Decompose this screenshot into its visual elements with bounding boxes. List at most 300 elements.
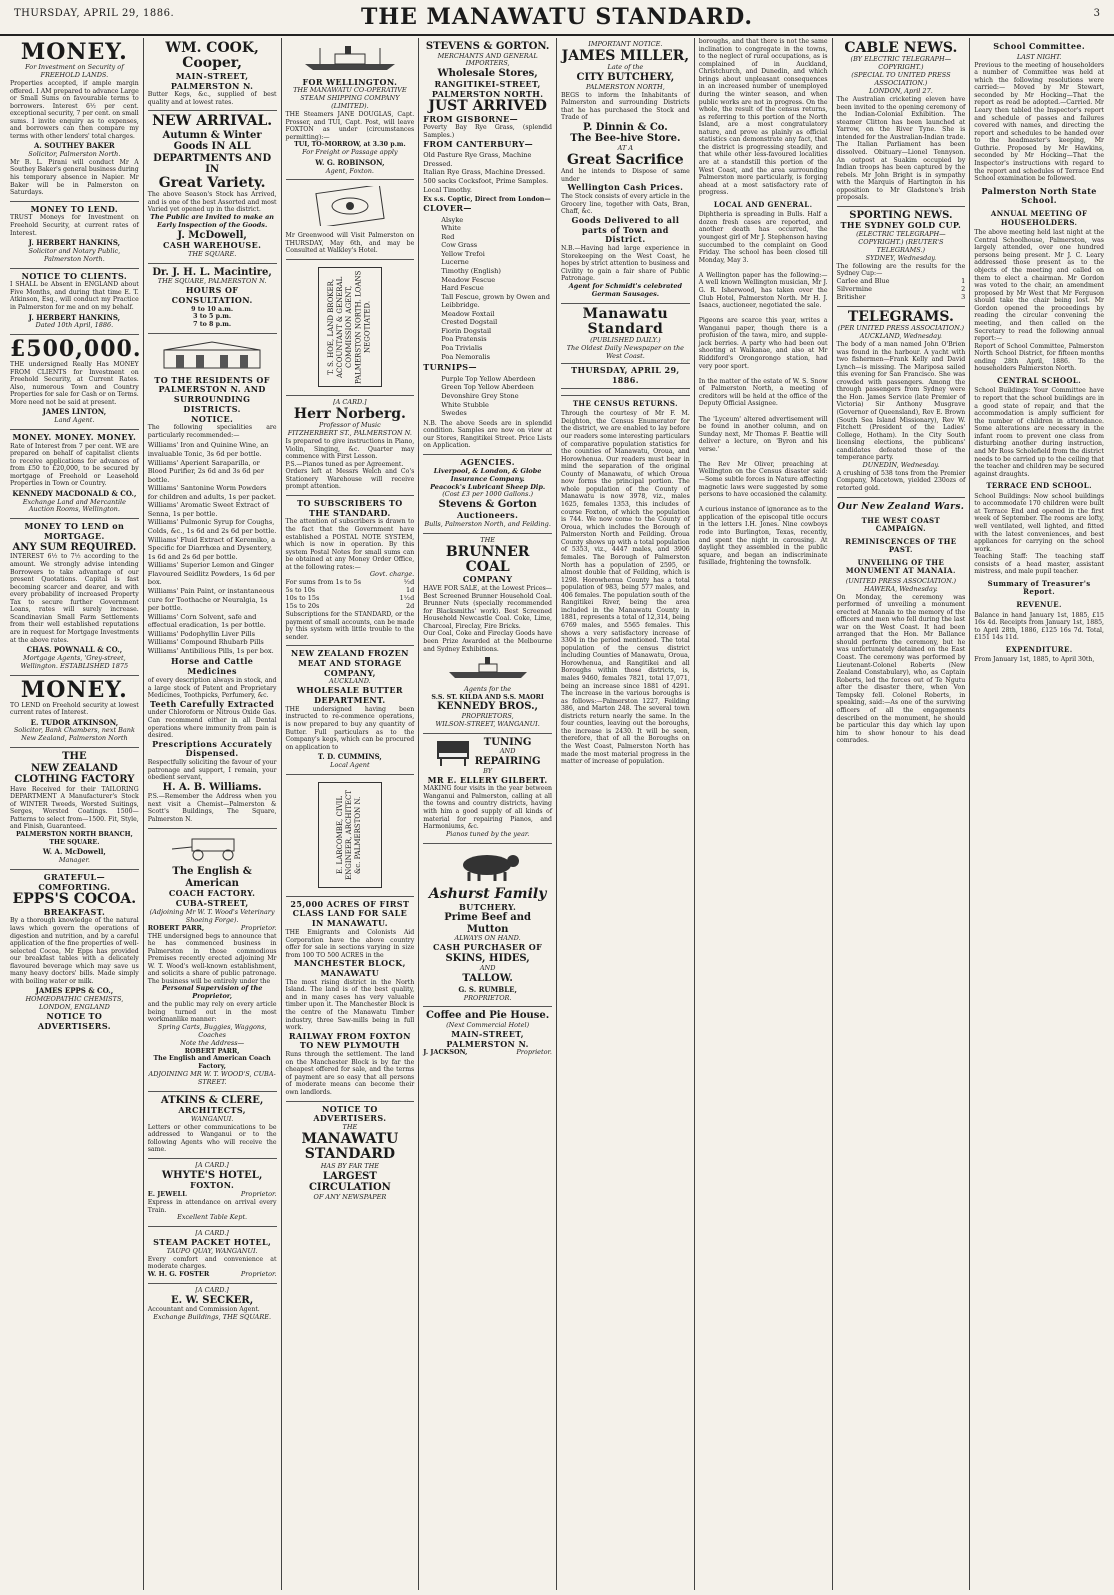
ad-card-tag: [A CARD.] bbox=[195, 1161, 229, 1170]
ad-address: Bulls, Palmerston North, and Feilding. bbox=[424, 519, 551, 528]
ad-hours-3: 7 to 8 p.m. bbox=[193, 321, 232, 329]
ad-town: FOXTON. bbox=[190, 1180, 235, 1191]
column-4 bbox=[419, 38, 557, 1590]
seed-list bbox=[423, 151, 552, 194]
masthead-date: THURSDAY, APRIL 29, 1886. bbox=[14, 8, 175, 19]
article-body: The above meeting held last night at the Central Schoolhouse, Palmerston, was largely attended, over one hundred persons being present. Mr J. C. Leary addressed those present as to the objects of the meeting and called on them to elect a chairman. Mr Gordon was voted to the chair, an amendment proposed by Mr West that Mr Ferguson should take the chair being lost. Mr Gordon opened the proceedings by reading the circular convening the meeting, and then called on the Secretary to read the following annual report:— bbox=[974, 229, 1104, 343]
ad-railway: RAILWAY FROM FOXTON TO NEW PLYMOUTH bbox=[288, 1030, 411, 1051]
article-headline: THE CENSUS RETURNS. bbox=[572, 398, 678, 408]
ad-highlight: Personal Supervision of the Proprietor, bbox=[161, 984, 263, 1001]
ad-firm: The English and American Coach Factory, bbox=[153, 1055, 271, 1071]
ad-title: AGENCIES. bbox=[460, 456, 515, 467]
ad-text: Rate of Interest from 7 per cent. WE are prepared on behalf of capitalist clients to receive applications for advances of from £50 to £20,000, to be secured by mortgage of Freehold or Leasehold Properties in Town or Country. bbox=[10, 442, 139, 488]
ad-text: and the public may rely on every article being turned out in the most workmanlike manner: bbox=[147, 1001, 277, 1024]
ad-address: MAIN-STREET, PALMERSTON N. bbox=[446, 1028, 529, 1049]
product-list bbox=[148, 441, 277, 655]
steamship-engraving bbox=[295, 44, 405, 72]
ad-signature: A. SOUTHEY BAKER bbox=[34, 141, 115, 151]
ad-text: Our Coal, Coke and Fireclay Goods have been Prize Awarded at the Melbourne and Sydney Exhibitions. bbox=[423, 630, 552, 653]
ad-block-name: MANCHESTER BLOCK, MANAWATU bbox=[293, 958, 406, 978]
ad-text: HAS BY FAR THE bbox=[320, 1161, 379, 1170]
list-item: Williams' Antibilious Pills, 1s per box. bbox=[147, 646, 274, 655]
bull-engraving bbox=[453, 850, 523, 882]
ad-title: EPPS'S COCOA. bbox=[12, 891, 137, 908]
notice-to-clients-ad bbox=[10, 269, 139, 335]
ad-vehicle-types: Spring Carts, Buggies, Waggons, Coaches bbox=[157, 1022, 267, 1039]
linton-money-ad bbox=[10, 335, 142, 430]
ad-subtitle: ARCHITECTS, bbox=[178, 1105, 246, 1116]
list-item: Crested Dogstail bbox=[441, 318, 498, 327]
proprietor-name: J. JACKSON, bbox=[423, 1048, 468, 1057]
article-subheadline: THE WEST COAST CAMPAIGN. bbox=[861, 515, 941, 534]
ad-title: 25,000 ACRES OF FIRST CLASS LAND FOR SALE IN MANAWATU. bbox=[290, 898, 410, 929]
greenwood-ad bbox=[286, 180, 415, 259]
rate-range: For sums from 1s to 5s bbox=[285, 578, 362, 587]
ad-text: THE undersigned having been instructed to re-commence operations, is now prepared to buy any quantity of Butter. Full particulars as to the Company's kegs, which can be procured on application to bbox=[285, 705, 415, 751]
list-item: Williams' Corn Solvent, safe and effectual eradication, 1s per bottle. bbox=[147, 612, 266, 630]
ad-town: AUCKLAND. bbox=[329, 677, 371, 686]
ad-subtitle: Professor of Music bbox=[319, 421, 381, 430]
ad-note: P.S.—Remember the Address when you next visit a Chemist—Palmerston & Scott's Buildings, The Square, Palmerston N. bbox=[147, 793, 277, 823]
ad-address-note: (Adjoining Mr W. T. Wood's Veterinary Shoeing Forge). bbox=[149, 907, 275, 924]
ad-title: MONEY TO LEND. bbox=[30, 203, 119, 214]
ad-trade: Cooper, bbox=[182, 55, 242, 72]
ad-signature: JAMES EPPS & CO., bbox=[35, 986, 114, 996]
list-item: Yellow Trefoi bbox=[441, 249, 485, 258]
ad-text: CASH PURCHASER OF bbox=[433, 942, 543, 953]
proprietor-line bbox=[148, 1271, 277, 1279]
ad-prefix: THE bbox=[342, 1123, 358, 1132]
section-subtitle: (PER UNITED PRESS ASSOCIATION.) bbox=[837, 324, 965, 333]
column-8 bbox=[970, 38, 1108, 1590]
article-body: A crushing of 538 tons from the Premier Company, Macetown, yielded 230ozs of retorted gold. bbox=[836, 469, 966, 492]
larcombe-ad bbox=[286, 775, 415, 897]
placing: 2 bbox=[961, 284, 966, 293]
article-subheadline: ANNUAL MEETING OF HOUSEHOLDERS. bbox=[990, 209, 1088, 227]
cable-news-section bbox=[837, 38, 966, 207]
telegrams-section bbox=[837, 307, 966, 498]
steamship-engraving bbox=[443, 656, 533, 680]
ad-and: AND bbox=[499, 747, 516, 756]
sporting-news-section bbox=[837, 207, 966, 307]
list-item: Local Timothy. bbox=[423, 185, 472, 194]
stamp-text: T. S. HOE, LAND BROKER, ACCOUNTANT & GENERAL COMMISSION AGENT, PALMERSTON NORTH. LOANS NEGOTIATED. bbox=[327, 270, 372, 384]
ad-card-tag: [A CARD.] bbox=[195, 1285, 229, 1294]
ad-signature: H. A. B. Williams. bbox=[162, 781, 262, 793]
list-item: Lucerne bbox=[441, 258, 469, 267]
ad-title: £500,000. bbox=[10, 335, 142, 362]
rate-charge: 1½d bbox=[399, 594, 415, 603]
ad-card-tag: [A CARD.] bbox=[195, 1229, 229, 1238]
article-body: School Buildings: Now school buildings to accommodate 170 children were built at Terrace End and opened in the first week of September. The rooms are lofty, well ventilated, well lighted, and fitted with the latest conveniences, and best appliances for carrying on the school work. bbox=[974, 492, 1104, 553]
williams-chemist-ad bbox=[148, 334, 277, 829]
horse-name: Britisher bbox=[836, 292, 866, 301]
ad-text: Runs through the settlement. The land on the Manchester Block is by far the cheapest offered for sale, and the terms of payment are so easy that all persons of moderate means can become their own landlords. bbox=[285, 1051, 415, 1096]
ad-note: N.B. The above Seeds are in splendid condition. Samples are now on view at our Stores, Rangitikei Street. Price Lists on Application. bbox=[423, 419, 552, 450]
ad-subtitle: COACH FACTORY. bbox=[168, 888, 256, 899]
ad-subtitle: BUTCHERY. bbox=[459, 901, 517, 912]
ad-text: ALWAYS ON HAND. bbox=[454, 934, 521, 943]
ad-signature-role: Solicitor and Notary Public, Palmerston North. bbox=[28, 246, 121, 263]
rate-range: 5s to 10s bbox=[285, 586, 316, 595]
wars-article bbox=[837, 502, 966, 745]
ad-title: Ashurst Family bbox=[428, 886, 547, 903]
ad-title: Coffee and Pie House. bbox=[425, 1010, 550, 1022]
ad-footer-title: NOTICE TO ADVERTISERS. bbox=[37, 1010, 111, 1031]
ad-date: Dated 10th April, 1886. bbox=[35, 321, 114, 330]
ad-title: MONEY. bbox=[20, 39, 128, 65]
ad-title: Herr Norberg. bbox=[293, 405, 406, 422]
ad-address: RANGITIKEI-STREET, PALMERSTON NORTH. bbox=[431, 78, 544, 99]
dateline: LONDON, April 27. bbox=[868, 87, 933, 96]
ad-text: Express in attendance on arrival every Train. bbox=[147, 1199, 277, 1214]
column-3 bbox=[282, 38, 420, 1590]
ad-text: The above Season's Stock has Arrived, and is one of the best Assorted and most Varied yet opened up in the district. bbox=[147, 191, 277, 214]
list-item: Fiorin Dogstail bbox=[441, 326, 492, 335]
ashurst-butchery-ad bbox=[423, 844, 552, 1008]
list-item: Swedes bbox=[441, 409, 467, 418]
ad-title: E. W. SECKER, bbox=[171, 1294, 254, 1306]
column-5 bbox=[557, 38, 695, 1590]
masthead-title: THE MANAWATU STANDARD. bbox=[360, 4, 754, 30]
ad-hours-title: HOURS OF CONSULTATION. bbox=[171, 285, 253, 306]
ad-by: BY bbox=[483, 766, 493, 775]
ad-text: Every comfort and convenience at moderate charges. bbox=[147, 1255, 277, 1271]
column-1 bbox=[6, 38, 144, 1590]
article-subheadline: REVENUE. bbox=[1016, 599, 1062, 609]
ad-hours-2: 3 to 5 p.m. bbox=[193, 313, 232, 321]
rates-header-label: Govt. charge. bbox=[369, 570, 415, 579]
ad-signature: J. HERBERT HANKINS, bbox=[28, 312, 121, 322]
list-item: Williams' Superior Lemon and Ginger Flavoured Seidlitz Powders, 1s 6d per box. bbox=[147, 561, 275, 587]
land-sale-ad bbox=[286, 897, 415, 1102]
dateline: HAWERA, Wednesday. bbox=[864, 584, 938, 593]
ad-text: INTEREST 6½ to 7½ according to the amount. We strongly advise intending Borrowers to take advantage of our present Quotations. Capital is fast becoming scarcer and dearer, and with every probability of increased Property Tax to secure further Government Loans, rates will surely increase. Scandinavian Small Farm Settlements from their well established reputations are in request for Mortgage Investments at the above rates. bbox=[10, 553, 139, 644]
architects-ad bbox=[148, 1092, 277, 1159]
piano-engraving bbox=[435, 737, 471, 767]
ad-signature-role: Solicitor, Palmerston North. bbox=[28, 149, 121, 158]
ad-hours-1: 9 to 10 a.m. bbox=[191, 305, 234, 313]
ad-signature-role: Auctioneers. bbox=[456, 509, 519, 520]
ad-title: NEW ARRIVAL. bbox=[152, 113, 273, 130]
new-arrival-ad bbox=[148, 111, 277, 263]
ad-text: MAKING four visits in the year between Wanganui and Palmerston, calling at all the towns and country districts, having with him a good supply of all kinds of material for repairing Pianos, and Harmoniums, &c. bbox=[423, 785, 552, 831]
list-item: Poa Nemoralis bbox=[441, 352, 490, 361]
ad-note: Pianos tuned by the year. bbox=[445, 829, 530, 838]
ad-text: Accountant and Commission Agent. bbox=[147, 1306, 260, 1314]
paper-motto: The Oldest Daily Newspaper on the West Coast. bbox=[566, 344, 685, 361]
list-item: Meadow Fescue bbox=[441, 275, 496, 284]
mortgage-ad bbox=[10, 519, 139, 675]
list-item: Meadow Foxtail bbox=[441, 309, 495, 318]
ad-title: Dr. J. H. L. Macintire, bbox=[152, 266, 272, 278]
ad-note: Mr B. L. Pirani will conduct Mr A Southey Baker's general business during his temporary absence in Napier. Mr Baker will be in Palmerston on Saturdays. bbox=[10, 158, 139, 197]
ad-signature: Stevens & Gorton bbox=[438, 499, 537, 511]
ad-title: NOTICE TO CLIENTS. bbox=[21, 270, 128, 281]
ad-address: THE SQUARE, PALMERSTON N. bbox=[157, 277, 267, 286]
list-item: White Stubble bbox=[441, 400, 489, 409]
list-item: Williams' Compound Rhubarb Pills bbox=[147, 638, 264, 647]
ad-subtitle: THE MANAWATU CO-OPERATIVE STEAM SHIPPING COMPANY (LIMITED). bbox=[293, 86, 407, 111]
ad-pretitle: IMPORTANT NOTICE. bbox=[588, 40, 663, 48]
stamp-text: E. LARCOMBE, CIVIL ENGINEER, ARCHITECT &c. PALMERSTON N. bbox=[336, 789, 363, 880]
rate-range: 10s to 15s bbox=[285, 594, 320, 603]
macdonald-money-ad bbox=[10, 430, 139, 520]
ad-subtitle: BREAKFAST. bbox=[43, 906, 106, 917]
ad-signature-role: Land Agent. bbox=[54, 415, 95, 424]
census-article bbox=[561, 400, 690, 766]
clothing-factory-ad bbox=[10, 748, 139, 870]
norberg-music-ad bbox=[286, 396, 415, 496]
list-item: Williams' Santonine Worm Powders for children and adults, 1s per packet. bbox=[147, 484, 276, 501]
atkinson-money-ad bbox=[10, 676, 139, 749]
ad-town: WANGANUI. bbox=[190, 1114, 234, 1123]
proprietor-line bbox=[423, 1049, 552, 1057]
ad-signature-role: CASH WAREHOUSE. bbox=[162, 240, 262, 251]
rate-charge: 1d bbox=[405, 586, 415, 595]
proprietor-role: Proprietor. bbox=[240, 1269, 277, 1278]
ad-title: REPAIRING bbox=[474, 756, 541, 768]
ad-text: THE undersigned begs to announce that he has commenced business in Palmerston in those commodious Premises recently erected adjoining Mr W. T. Wood's well-known establishment, and solicits a share of public patronage. The business will be entirely under the bbox=[147, 932, 277, 985]
list-item: Williams' Aromatic Sweet Extract of Senna, 1s per bottle. bbox=[147, 501, 269, 518]
cook-cooper-ad bbox=[148, 38, 277, 111]
article-continuation: boroughs, and that there is not the same inclination to congregate in the towns, to the neglect of rural occupations, as is complained of in Auckland, Christchurch, and Dunedin, and which brings about unpleasant consequences in an increased number of unemployed during the winter season, and when public works are not in progress. On the whole, the result of the census returns, as referring to this portion of the North Island, are a most congratulatory nature, and prove as plainly as official statistics can demonstrate any fact, that the district is progressing steadily, and that while other less-favoured localities are at a standstill this portion of the West Coast, and the area surrounding Palmerston more particularly, is forging ahead at a most satisfactory rate of progress. bbox=[698, 38, 828, 197]
article-body: Previous to the meeting of householders a number of Committee was held at which the following resolutions were carried:— Moved by Mr Stewart, seconded by Mr Hocking—That the report as read be adopted.—Carried. Mr Leary then tabled the Inspector's report and schedule of passes and failures covered with names, and directing the report and schedules to be handed over to the headmaster's keeping, Mr Guthrie. Proposed by Mr Hawkins, seconded by Mr Hocking—That the Inspector's instructions with regard to the report and schedules of Terrace End School examination be followed. bbox=[974, 61, 1104, 183]
paper-published: (PUBLISHED DAILY.) bbox=[590, 336, 661, 345]
ad-text: By a thorough knowledge of the natural laws which govern the operations of digestion and nutrition, and by a careful application of the fine properties of well-selected Cocoa, Mr Epps has provided our breakfast tables with a delicately flavoured beverage which may save us many heavy doctors' bills. Made simply with boiling water or milk. bbox=[10, 917, 139, 985]
ad-subtitle: MERCHANTS AND GENERAL IMPORTERS, bbox=[437, 51, 538, 68]
subscribers-notice bbox=[286, 496, 415, 646]
ad-title: TO SUBSCRIBERS TO THE STANDARD. bbox=[297, 497, 403, 518]
ad-text: Mr Greenwood will Visit Palmerston on THURSDAY, May 6th, and may be Consulted at Walkley's Hotel. bbox=[285, 232, 415, 255]
dateline: DUNEDIN, Wednesday. bbox=[862, 460, 940, 469]
ad-branch: PALMERSTON NORTH BRANCH, THE SQUARE. bbox=[15, 830, 133, 846]
ad-address: WILSON-STREET, WANGANUI. bbox=[435, 719, 540, 728]
ad-signature-role: Mortgage Agents, 'Grey-street, Wellington. ESTABLISHED 1875 bbox=[20, 653, 129, 670]
coffee-pie-house-ad bbox=[423, 1007, 552, 1061]
ad-note: For Freight or Passage apply bbox=[302, 148, 398, 157]
ad-paper-name: MANAWATU STANDARD bbox=[301, 1130, 399, 1163]
list-item: Italian Rye Grass, Machine Dressed. bbox=[423, 168, 546, 177]
proprietor-role: Proprietor. bbox=[516, 1048, 552, 1057]
table-row bbox=[837, 294, 966, 302]
stevens-gorton-seeds-ad bbox=[423, 38, 552, 455]
whytes-hotel-ad bbox=[148, 1159, 277, 1227]
paper-name: Manawatu Standard bbox=[582, 305, 669, 338]
proprietor-role: Proprietor. bbox=[240, 923, 277, 932]
ad-text: TRUST Moneys for Investment on Freehold Security, at current rates of Interest. bbox=[10, 214, 139, 237]
ad-subtitle: COMPANY bbox=[462, 574, 513, 585]
ad-prices: Wellington Cash Prices. bbox=[567, 182, 684, 193]
list-item: Timothy (English) bbox=[441, 266, 501, 275]
article-subheadline: EXPENDITURE. bbox=[1005, 644, 1073, 654]
article-body: The Australian cricketing eleven have been invited to the opening ceremony of the Indian-Colonial Exhibition. The steamer Clitton has been launched at Yarrow, on the River Tyne. She is intended for the Australian-Indian trade. The Italian Parliament has been dissolved. Obituary—Lionel Tennyson. An outpost at Suakim occupied by Indian troops has been captured by the rebels. Mr John Bright is in sympathy with the Marquis of Hartington in his opposition to Mr Gladstone's Irish proposals. bbox=[836, 96, 966, 202]
list-item: Tall Fescue, grown by Owen and Leibbridge. bbox=[441, 292, 550, 310]
article-headline: Our New Zealand Wars. bbox=[837, 501, 965, 512]
list-item: White bbox=[441, 224, 461, 233]
ad-store: The Bee-hive Store. bbox=[570, 133, 681, 145]
ad-text: HAVE FOR SALE, at the Lowest Prices—Best Screened Brunner Household Coal. Brunner Nuts (specially recommended for Blacksmiths' work). Best Screened Household Newcastle Coal. Coke, Lime, Charcoal, Fireclay, Fire Bricks. bbox=[423, 585, 552, 630]
ad-text: Letters or other communications to be addressed to Wanganui or to the following Agents who will receive the same. bbox=[147, 1123, 277, 1154]
ad-title: NEW ZEALAND FROZEN MEAT AND STORAGE COMPANY, bbox=[290, 648, 409, 678]
ad-title: MONEY. bbox=[20, 676, 128, 703]
list-item: Cow Grass bbox=[441, 241, 478, 250]
ad-signature-role: Agent, Foxton. bbox=[325, 166, 374, 175]
proprietor-name: W. H. G. FOSTER bbox=[147, 1269, 210, 1278]
placing: 3 bbox=[961, 292, 966, 301]
ad-text: Is prepared to give instructions in Piano, Violin, Singing, &c. Quarter may commence with First Lesson. bbox=[285, 438, 415, 461]
money-to-lend-ad bbox=[10, 202, 139, 269]
article-subheadline: CENTRAL SCHOOL. bbox=[997, 375, 1082, 385]
ad-text: of every description always in stock, and a large stock of Patent and Proprietary Medicines, Toothpicks, Perfumery, &c. bbox=[147, 676, 277, 700]
school-committee-article bbox=[974, 42, 1104, 183]
ad-subtitle: For Investment on Security of FREEHOLD LANDS. bbox=[25, 63, 124, 80]
ad-text: The following specialities are particularly recommended:— bbox=[147, 424, 277, 439]
ad-text: under Chloroform or Nitrous Oxide Gas. Can recommend either in all Dental operations where immunity from pain is desired. bbox=[147, 709, 277, 740]
ad-tail: OF ANY NEWSPAPER bbox=[313, 1192, 387, 1201]
ad-address: ADJOINING MR W. T. WOOD'S, CUBA-STREET. bbox=[148, 1069, 276, 1086]
ad-signature: T. D. CUMMINS, bbox=[317, 752, 382, 762]
ad-text: The attention of subscribers is drawn to the fact that the Government have established a POSTAL NOTE SYSTEM, which is now in operation. By this system Postal Notes for small sums can be obtained at any Money Order Office, at the following rates:— bbox=[285, 518, 415, 571]
ad-text: I SHALL be Absent in ENGLAND about Five Months, and during that time E. T. Atkinson, Esq., will conduct my Practice in Palmerston for me and on my behalf. bbox=[10, 281, 139, 311]
list-item: Williams' Pain Paint, or instantaneous cure for Toothache or Neuralgia, 1s per bottle. bbox=[147, 586, 275, 613]
list-item: Red bbox=[441, 232, 455, 241]
dateline: LAST NIGHT. bbox=[1016, 52, 1062, 61]
article-body: The body of a man named John O'Brien was found in the harbour. A yacht with two fishermen—Frank Kelly and David Lynch—is missing. The Mariposa sailed this evening for San Francisco. She was crowded with passengers. Among the through passengers from Sydney were the Hon. James Service (late Premier of Victoria) Sir Anthony Musgrave (Governor of Queensland), Rev E. Brown (South Sea Island Missionary), Rev W. Fitchett (President of the Ladies' College, Hotham). In the City South licensing elections, the publicans' candidates defeated those of the temperance party. bbox=[836, 340, 966, 462]
ad-text: Poverty Bay Rye Grass, (splendid Samples.) bbox=[423, 124, 552, 140]
ad-text: Properties accepted, if ample margin offered. I AM prepared to advance Large or Small Sums on favourable terms to borrowers. Interest 6½ per cent. exceptional security, 7 per cent. on small sums. I invite enquiry as to expenses, and borrowers can then compare my terms with other lenders' total charges. bbox=[10, 79, 139, 140]
rate-charge: 2d bbox=[405, 602, 415, 611]
money-ad-baker bbox=[10, 38, 139, 202]
masthead bbox=[0, 0, 1114, 36]
section-title: SPORTING NEWS. bbox=[849, 209, 953, 221]
article-body: Report of School Committee, Palmerston North School District, for fifteen months ending 28th April, 1886. To the householders Palmerston North. bbox=[974, 342, 1104, 373]
list-item: Williams' Iron and Quinine Wine, an invaluable Tonic, 3s 6d per bottle. bbox=[147, 441, 269, 458]
ad-text: Butter Kegs, &c., supplied of best quality and at lowest rates. bbox=[147, 91, 277, 106]
article-source: (UNITED PRESS ASSOCIATION.) bbox=[845, 576, 957, 585]
ad-note: P.S.—Pianos tuned as per Agreement. bbox=[285, 460, 404, 468]
ad-headline: Great Sacrifice bbox=[567, 151, 684, 168]
list-item: Williams' Aperient Saraparilla, or Blood Purifier, 2s 6d and 3s 6d per bottle. bbox=[147, 458, 264, 484]
ad-category: CLOVER— bbox=[423, 202, 472, 213]
ad-title: MONEY. MONEY. MONEY. bbox=[12, 431, 137, 442]
ad-agents: Agents for the bbox=[464, 684, 512, 693]
list-item: Devonshire Grey Stone bbox=[441, 392, 519, 401]
ad-business: CITY BUTCHERY, bbox=[576, 72, 675, 84]
editorial-masthead bbox=[561, 304, 690, 396]
article-body: Through the courtesy of Mr F. M. Deighton, the Census Enumerator for the district, we are enabled to lay before our readers some interesting particulars of comparative population statistics for the counties of Manawatu, Oroua, and Horowhenua. Our readers must bear in mind the separation of the original County of Manawatu, of which Oroua now forms the principal portion. The whole population of the County of Manawatu is now 3978, viz., males 1625, females 1353, this includes of course Foxton, of which the population is 744. We now come to the County of Oroua, which includes the Borough of Palmerston North and Feilding. Oroua County shows up with a total population of 5353, viz., 4447 males, and 3906 females. The Borough of Palmerston North has a population of 2595, or almost double that of Feilding, which is 1298. Horowhenua County has a total population of 983, being 577 males, and 406 females. The population south of the Rangitikei River, being the area included in the Manawatu County in 1881, represents a total of 12,314, being 6769 males, and 5565 females. This shows a very satisfactory increase of 3304 in the period mentioned. The total population of the census district including Counties of Manawatu, Oroua, Horowhenua, and Rangitikei and all Boroughs within those districts, is, males 9460, females 7821, total 17,071, being an increase since 1881 of 4291. The increase in the various boroughs is as follows:—Palmerston 1227, Feilding 386, and Marton 248. The several town districts return nearly the same. In the four counties, leaving out the boroughs, the increase is 2430. It will be seen, therefore, that of all the Boroughs on the West Coast, Palmerston North has made the most material progress in the matter of increase of population. bbox=[561, 410, 690, 766]
ad-title: NEW ZEALAND CLOTHING FACTORY bbox=[14, 762, 135, 786]
article-body: The following are the results for the Sydney Cup:— bbox=[836, 262, 966, 278]
ad-headline: LARGEST CIRCULATION bbox=[308, 1170, 391, 1194]
ad-origin: Ex s.s. Coptic, Direct from London— bbox=[423, 196, 551, 204]
ad-text: THE Steamers JANE DOUGLAS, Capt. Prosser, and TUI, Capt. Post, will leave FOXTON as under (circumstances permitting):— bbox=[285, 111, 415, 141]
ad-text: Respectfully soliciting the favour of your patronage and support, I remain, your obedient servant, bbox=[147, 759, 277, 782]
ad-signature: G. S. RUMBLE, bbox=[458, 985, 517, 994]
ad-address: FITZHERBERT ST., PALMERSTON N. bbox=[287, 429, 412, 438]
ad-note: Orders left at Messrs Welch and Co's Stationery Warehouse will receive prompt attention. bbox=[285, 468, 415, 491]
ad-late: Late of the bbox=[607, 63, 644, 72]
ad-title: NOTICE TO ADVERTISERS. bbox=[313, 1103, 387, 1124]
ad-firm: P. Dinnin & Co. bbox=[582, 121, 668, 133]
ad-address: TAUPO QUAY, WANGANUI. bbox=[166, 1246, 258, 1255]
proprietor-name: ROBERT PARR, bbox=[147, 923, 205, 932]
coach-factory-ad bbox=[148, 829, 277, 1092]
ad-section-title: Teeth Carefully Extracted bbox=[149, 698, 275, 709]
ad-departure: TUI, TO-MORROW, at 3.30 p.m. bbox=[294, 141, 406, 149]
ad-headline: TALLOW. bbox=[462, 972, 513, 984]
horse-name: Silvermine bbox=[836, 284, 873, 293]
brunner-coal-ad bbox=[423, 534, 552, 734]
ad-town: PALMERSTON NORTH, bbox=[585, 82, 665, 91]
article-subheadline: REMINISCENCES OF THE PAST. bbox=[845, 536, 957, 555]
ad-text: TO LEND on Freehold security at lowest current rates of Interest. bbox=[10, 701, 139, 717]
ad-subtitle: ANY SUM REQUIRED. bbox=[12, 541, 137, 553]
section-subtitle: (BY ELECTRIC TELEGRAPH—COPYRIGHT.) bbox=[850, 55, 952, 72]
frozen-meat-ad bbox=[286, 646, 415, 775]
article-headline: School Committee. bbox=[993, 41, 1086, 51]
ad-title: TUNING bbox=[483, 736, 532, 748]
ad-note: Note the Address— bbox=[180, 1038, 245, 1047]
ad-title: TO THE RESIDENTS OF PALMERSTON N. AND SURROUNDING DISTRICTS. bbox=[154, 374, 270, 414]
ad-text: Peacock's Lubricant Sheep Dip. bbox=[430, 482, 546, 491]
ad-invite: The Public are Invited to make an Early Inspection of the Goods. bbox=[150, 212, 275, 229]
ad-title: BRUNNER COAL bbox=[445, 543, 530, 575]
article-headline: LOCAL AND GENERAL. bbox=[713, 199, 813, 209]
dateline: AUCKLAND, Wednesday. bbox=[859, 332, 942, 341]
epps-cocoa-ad bbox=[10, 870, 139, 1036]
ad-text: Have Received for their TAILORING DEPARTMENT A Manufacturer's Stock of WINTER Tweeds, Worsted Suitings, Serges, Worsted Coatings. 1500—Patterns to select from—1500. Fit, Style, and Finish, Guaranteed. bbox=[10, 785, 139, 831]
steam-packet-hotel-ad bbox=[148, 1227, 277, 1284]
ad-text: BEGS to inform the Inhabitants of Palmerston and surrounding Districts that he has purchased the Stock and Trade of bbox=[561, 91, 690, 122]
article-body: Diphtheria is spreading in Bulls. Half a dozen fresh cases are reported, and another death has occurred, the youngest girl of Mr J. Stephenson having succumbed to the complaint on Good Friday. The school has been closed till Monday, May 3. A Wellington paper has the following:—A well known Wellington musician, Mr J. G. R. Isherwood, has taken over the Club Hotel, Palmerston North. Mr H. J. Isaacs, auctioneer, negotiated the sale. Pigeons are scarce this year, writes a Wanganui paper, though there is a profusion of the tawa, miro, and supple-jack berries. A party who had been out shooting at Waikanae, and also at Mr Riddiford's Orongorongo station, had very poor sport. In the matter of the estate of W. S. Snow of Palmerston North, a meeting of creditors will be held at the office of the Deputy Official Assignee. The 'Lyceum' altered advertisement will be found in another column, and on Sunday next, Mr Thomas F. Beattie will deliver a lecture, on 'Byron and his verse.' The Rev Mr Oliver, preaching at Wellington on the Census disaster said:—Some subtle forces in Nature affecting magnetic laws were suggested by some persons to have occasioned the calamity. A curious instance of ignorance as to the application of the episcopal title occurs in the letters I.H. Jones. Nine cowboys rode into Burlington, Texas, recently, and spent the night in carousing. At daylight they assembled in the public square, and began an indiscriminate fusillade, frightening the townsfolk. bbox=[698, 211, 828, 567]
proprietor-line bbox=[148, 925, 277, 933]
placing: 1 bbox=[961, 276, 966, 285]
ad-note: N.B.—Having had large experience in Storekeeping on the West Coast, he hopes by strict attention to business and Civility to gain a fair share of Public Patronage. bbox=[561, 245, 690, 283]
list-item: Williams' Pulmonic Syrup for Coughs, Colds, &c., 1s 6d and 2s 6d per bottle. bbox=[147, 518, 277, 535]
doctor-ad bbox=[148, 264, 277, 334]
ad-signature: J. McDowell, bbox=[177, 229, 247, 241]
ad-note: (Cost £3 per 1000 Gallons.) bbox=[442, 490, 534, 499]
divider bbox=[561, 363, 690, 364]
article-body: On Monday, the ceremony was performed of unveiling a monument erected at Manaia to the memory of the officers and men who fell during the last war on the West Coast. It had been arranged that the Hon. Mr Ballance should perform the ceremony, but he was unfortunately detained on the East Coast. The ceremony was performed by Lieutenant-Colonel Roberts (New Zealand Constabulary), who, as Captain Roberts, led the forces out of Te Ngutu after the disaster there, when Von Tempsky fell. Colonel Roberts, in speaking, said:—As one of the surviving officers of all the engagements described on the monument, he should be particular this day which lay upon him to show honour to his dead comrades. bbox=[836, 593, 966, 745]
ad-signature-role: PROPRIETOR. bbox=[463, 993, 512, 1002]
ad-card-tag: [A CARD.] bbox=[333, 397, 367, 406]
list-item: Williams' Podophyllin Liver Pills bbox=[147, 629, 256, 638]
ad-section-title: Horse and Cattle Medicines bbox=[170, 656, 254, 677]
ad-signature-role: Local Agent bbox=[330, 760, 370, 769]
secker-ad bbox=[148, 1284, 277, 1326]
list-item: Poa Pratensis bbox=[441, 335, 487, 344]
divider bbox=[561, 388, 690, 389]
james-miller-ad bbox=[561, 38, 690, 304]
column-7 bbox=[833, 38, 971, 1590]
carriage-engraving bbox=[162, 835, 262, 861]
ad-at: AT A bbox=[617, 143, 634, 152]
shipping-ad bbox=[286, 38, 415, 180]
ad-headline: Great Variety. bbox=[158, 174, 266, 191]
ad-pretitle: GRATEFUL—COMFORTING. bbox=[38, 871, 111, 892]
ad-subtitle: (Next Commercial Hotel) bbox=[446, 1020, 530, 1029]
table-row bbox=[286, 603, 415, 611]
ad-address: MAIN-STREET, PALMERSTON N. bbox=[170, 70, 254, 91]
list-item: Williams' Fluid Extract of Keremiko, a Specific for Diarrhœa and Dysentery, 1s 6d and 2s 6d per bottle. bbox=[147, 535, 276, 561]
ad-agent: Agent for Schmidt's celebrated German Sausages. bbox=[568, 281, 683, 298]
ad-subtitle: WHOLESALE BUTTER DEPARTMENT. bbox=[296, 685, 403, 706]
ad-title: STEAM PACKET HOTEL, bbox=[153, 1237, 272, 1248]
ad-title-prefix: THE bbox=[62, 751, 87, 763]
column-6 bbox=[695, 38, 833, 1590]
